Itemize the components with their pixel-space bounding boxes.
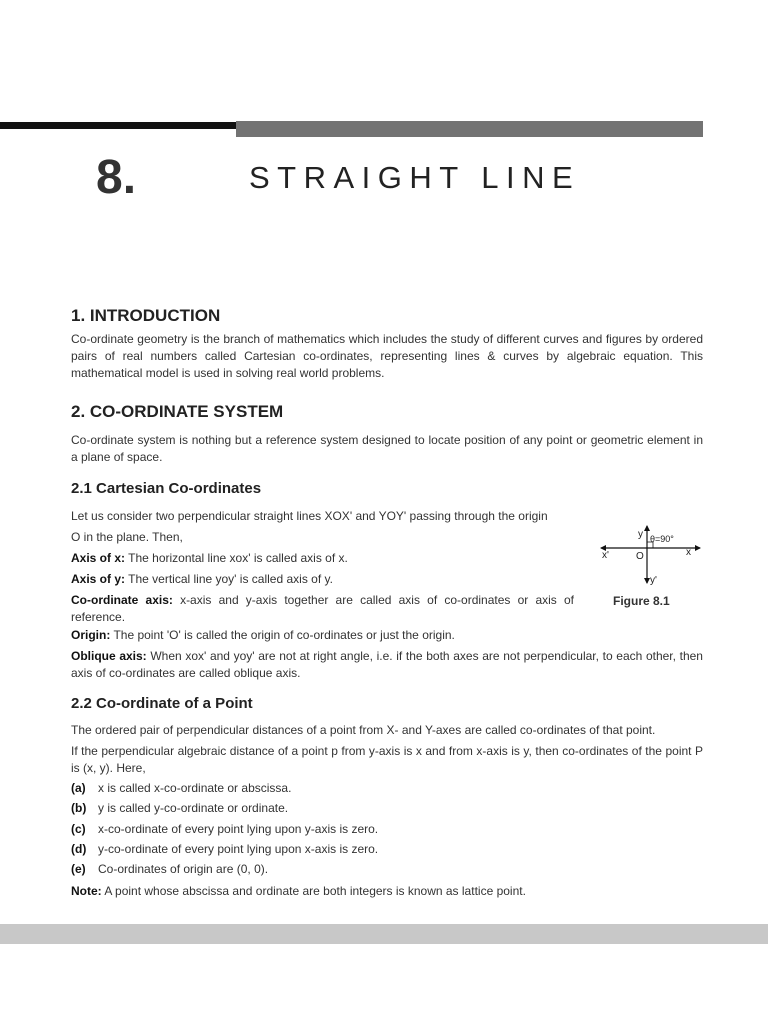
list-item xyxy=(71,861,703,878)
point-paragraph-2: If the perpendicular algebraic distance of a point p from y-axis is x and from x-axis is y, then co-ordinates of the point P is (x, y). Here, xyxy=(71,744,703,775)
list-item xyxy=(71,821,703,838)
list-item-label: (a) xyxy=(71,781,86,795)
list-item-text: y is called y-co-ordinate or ordinate. xyxy=(98,801,289,815)
coordinate-system-paragraph: Co-ordinate system is nothing but a reference system designed to locate position of any point or geometric element in a plane of space. xyxy=(71,433,703,464)
section-heading-introduction: 1. INTRODUCTION xyxy=(71,306,221,325)
oblique-axis-label: Oblique axis: xyxy=(71,649,147,663)
list-item xyxy=(71,841,703,858)
list-item-label: (d) xyxy=(71,842,87,856)
note-text: A point whose abscissa and ordinate are both integers is known as lattice point. xyxy=(101,884,526,898)
footer-bar xyxy=(0,924,768,944)
axis-of-y-definition xyxy=(71,571,581,588)
axis-of-x-definition xyxy=(71,550,581,567)
list-item-text: y-co-ordinate of every point lying upon x-axis is zero. xyxy=(98,842,379,856)
x-arrowhead xyxy=(695,545,701,551)
oblique-axis-text: When xox' and yoy' are not at right angle, i.e. if the both axes are not perpendicular, to each other, then axis of co-ordinates are called oblique axis. xyxy=(71,649,703,680)
axis-of-x-label: Axis of x: xyxy=(71,551,126,565)
section-heading-coordinate-system: 2. CO-ORDINATE SYSTEM xyxy=(71,402,284,421)
list-item xyxy=(71,780,703,797)
coordinate-axis-text: x-axis and y-axis together are called axis of co-ordinates or axis of reference. xyxy=(71,593,574,624)
introduction-paragraph: Co-ordinate geometry is the branch of mathematics which includes the study of different curves and figures by ordered pairs of real numbers called Cartesian co-ordinates, representing lines & curves by algebraic equation. This mathematical model is used in solving real world problems. xyxy=(71,332,703,380)
header-bar-black xyxy=(0,122,236,129)
list-item-label: (b) xyxy=(71,801,87,815)
chapter-title: STRAIGHT LINE xyxy=(249,160,581,195)
list-item-label: (c) xyxy=(71,822,86,836)
figure-caption: Figure 8.1 xyxy=(613,594,670,608)
axis-of-y-text: The vertical line yoy' is called axis of y. xyxy=(125,572,333,586)
list-item-text: x-co-ordinate of every point lying upon y-axis is zero. xyxy=(98,822,379,836)
coordinate-axis-label: Co-ordinate axis: xyxy=(71,593,173,607)
subsection-heading-coordinate-of-point: 2.2 Co-ordinate of a Point xyxy=(71,695,253,712)
axis-of-y-label: Axis of y: xyxy=(71,572,126,586)
label-y: y xyxy=(638,529,643,540)
label-angle: θ=90° xyxy=(650,534,674,545)
cartesian-intro-line-1: Let us consider two perpendicular straight lines XOX' and YOY' passing through the origin xyxy=(71,509,548,523)
note-label: Note: xyxy=(71,884,102,898)
label-x-prime: x' xyxy=(602,550,609,561)
point-paragraph-1: The ordered pair of perpendicular distances of a point from X- and Y-axes are called co-ordinates of that point. xyxy=(71,723,656,737)
label-y-prime: y' xyxy=(650,575,657,586)
figure-8-1-axes-diagram xyxy=(597,525,707,587)
chapter-number: 8. xyxy=(96,151,137,204)
origin-definition xyxy=(71,627,703,644)
subsection-heading-cartesian: 2.1 Cartesian Co-ordinates xyxy=(71,480,262,497)
coordinate-axis-definition xyxy=(71,592,574,626)
header-bar-gray xyxy=(236,121,703,137)
axis-of-x-text: The horizontal line xox' is called axis of x. xyxy=(125,551,348,565)
oblique-axis-definition xyxy=(71,648,703,682)
y-arrowhead xyxy=(644,525,650,531)
origin-label: Origin: xyxy=(71,628,111,642)
origin-text: The point 'O' is called the origin of co-ordinates or just the origin. xyxy=(110,628,455,642)
list-item-label: (e) xyxy=(71,862,86,876)
note xyxy=(71,883,703,900)
label-x: x xyxy=(686,547,691,558)
list-item-text: x is called x-co-ordinate or abscissa. xyxy=(98,781,292,795)
list-item xyxy=(71,800,703,817)
list-item-text: Co-ordinates of origin are (0, 0). xyxy=(98,862,269,876)
cartesian-intro-line-2: O in the plane. Then, xyxy=(71,530,183,544)
label-origin: O xyxy=(636,551,644,562)
